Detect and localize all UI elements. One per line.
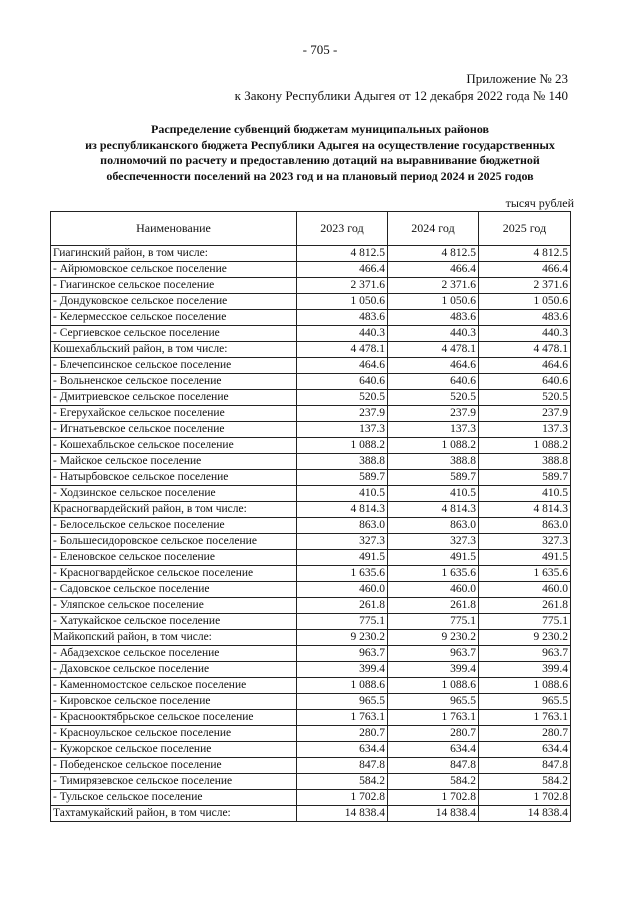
cell-name: - Гиагинское сельское поселение	[51, 278, 297, 294]
cell-2023: 4 478.1	[297, 342, 388, 358]
table-row	[51, 614, 571, 630]
cell-name: - Егерухайское сельское поселение	[51, 406, 297, 422]
cell-2024: 1 088.6	[388, 678, 479, 694]
cell-2025: 520.5	[479, 390, 571, 406]
table-row	[51, 694, 571, 710]
cell-2024: 4 478.1	[388, 342, 479, 358]
cell-2024: 863.0	[388, 518, 479, 534]
cell-2023: 460.0	[297, 582, 388, 598]
table-row	[51, 390, 571, 406]
header-name: Наименование	[51, 212, 297, 246]
cell-2024: 460.0	[388, 582, 479, 598]
cell-name: - Большесидоровское сельское поселение	[51, 534, 297, 550]
cell-name: - Еленовское сельское поселение	[51, 550, 297, 566]
cell-2023: 261.8	[297, 598, 388, 614]
cell-name: - Айрюмовское сельское поселение	[51, 262, 297, 278]
cell-2025: 2 371.6	[479, 278, 571, 294]
title-line: полномочий по расчету и предоставлению дотаций на выравнивание бюджетной	[100, 153, 540, 167]
cell-2024: 410.5	[388, 486, 479, 502]
cell-2025: 1 702.8	[479, 790, 571, 806]
table-row	[51, 342, 571, 358]
table-row	[51, 806, 571, 822]
cell-2025: 775.1	[479, 614, 571, 630]
cell-2024: 847.8	[388, 758, 479, 774]
cell-2025: 640.6	[479, 374, 571, 390]
table-row	[51, 550, 571, 566]
cell-name: - Победенское сельское поселение	[51, 758, 297, 774]
cell-2024: 775.1	[388, 614, 479, 630]
cell-2025: 965.5	[479, 694, 571, 710]
table-row	[51, 582, 571, 598]
cell-name: - Каменномостское сельское поселение	[51, 678, 297, 694]
cell-name: - Красноульское сельское поселение	[51, 726, 297, 742]
cell-2023: 1 088.2	[297, 438, 388, 454]
cell-2024: 440.3	[388, 326, 479, 342]
cell-2024: 9 230.2	[388, 630, 479, 646]
cell-2025: 483.6	[479, 310, 571, 326]
cell-2024: 589.7	[388, 470, 479, 486]
cell-name: - Краснооктябрьское сельское поселение	[51, 710, 297, 726]
cell-2025: 634.4	[479, 742, 571, 758]
cell-name: - Уляпское сельское поселение	[51, 598, 297, 614]
title-line: из республиканского бюджета Республики Адыгея на осуществление государственных	[85, 137, 555, 152]
table-row	[51, 726, 571, 742]
document-title	[60, 122, 580, 184]
table-row	[51, 406, 571, 422]
cell-name: Тахтамукайский район, в том числе:	[51, 806, 297, 822]
table-row	[51, 742, 571, 758]
cell-2023: 1 763.1	[297, 710, 388, 726]
cell-2025: 399.4	[479, 662, 571, 678]
cell-2024: 965.5	[388, 694, 479, 710]
cell-2023: 280.7	[297, 726, 388, 742]
cell-name: - Игнатьевское сельское поселение	[51, 422, 297, 438]
table-body	[51, 246, 571, 822]
cell-2025: 1 763.1	[479, 710, 571, 726]
cell-2023: 483.6	[297, 310, 388, 326]
cell-name: Красногвардейский район, в том числе:	[51, 502, 297, 518]
cell-2024: 963.7	[388, 646, 479, 662]
table-row	[51, 630, 571, 646]
table-row	[51, 598, 571, 614]
appendix-number: Приложение № 23	[466, 71, 568, 86]
cell-2023: 634.4	[297, 742, 388, 758]
table-row	[51, 502, 571, 518]
cell-2023: 2 371.6	[297, 278, 388, 294]
cell-name: - Ходзинское сельское поселение	[51, 486, 297, 502]
cell-2025: 589.7	[479, 470, 571, 486]
table-row	[51, 358, 571, 374]
table-row	[51, 774, 571, 790]
cell-name: - Абадзехское сельское поселение	[51, 646, 297, 662]
table-row	[51, 758, 571, 774]
cell-2023: 520.5	[297, 390, 388, 406]
table-header-row	[51, 212, 571, 246]
cell-2023: 14 838.4	[297, 806, 388, 822]
cell-2025: 863.0	[479, 518, 571, 534]
appendix-law-reference: к Закону Республики Адыгея от 12 декабря 2022 года № 140	[234, 88, 568, 103]
cell-2023: 440.3	[297, 326, 388, 342]
cell-2024: 520.5	[388, 390, 479, 406]
table-row	[51, 566, 571, 582]
cell-name: - Кужорское сельское поселение	[51, 742, 297, 758]
cell-2024: 4 812.5	[388, 246, 479, 262]
table-row	[51, 422, 571, 438]
header-2025: 2025 год	[479, 212, 571, 246]
cell-name: Кошехабльский район, в том числе:	[51, 342, 297, 358]
cell-2023: 388.8	[297, 454, 388, 470]
cell-2025: 280.7	[479, 726, 571, 742]
cell-name: - Блечепсинское сельское поселение	[51, 358, 297, 374]
cell-2024: 2 371.6	[388, 278, 479, 294]
table-row	[51, 470, 571, 486]
cell-2024: 399.4	[388, 662, 479, 678]
table-row	[51, 646, 571, 662]
table-row	[51, 438, 571, 454]
subsidies-table	[50, 211, 571, 822]
cell-name: - Тимирязевское сельское поселение	[51, 774, 297, 790]
cell-2025: 460.0	[479, 582, 571, 598]
cell-2025: 327.3	[479, 534, 571, 550]
cell-2023: 775.1	[297, 614, 388, 630]
cell-2024: 483.6	[388, 310, 479, 326]
cell-2025: 1 088.6	[479, 678, 571, 694]
cell-2025: 4 814.3	[479, 502, 571, 518]
cell-2023: 137.3	[297, 422, 388, 438]
table-row	[51, 678, 571, 694]
cell-2025: 464.6	[479, 358, 571, 374]
cell-2025: 4 812.5	[479, 246, 571, 262]
cell-2024: 491.5	[388, 550, 479, 566]
cell-2025: 261.8	[479, 598, 571, 614]
cell-2023: 847.8	[297, 758, 388, 774]
cell-2023: 464.6	[297, 358, 388, 374]
table-row	[51, 518, 571, 534]
cell-2025: 388.8	[479, 454, 571, 470]
cell-2025: 137.3	[479, 422, 571, 438]
cell-name: Гиагинский район, в том числе:	[51, 246, 297, 262]
cell-name: - Хатукайское сельское поселение	[51, 614, 297, 630]
header-2024: 2024 год	[388, 212, 479, 246]
table-row	[51, 534, 571, 550]
cell-2025: 14 838.4	[479, 806, 571, 822]
cell-2024: 1 702.8	[388, 790, 479, 806]
table-header	[51, 212, 571, 246]
table-row	[51, 262, 571, 278]
cell-2024: 1 050.6	[388, 294, 479, 310]
cell-2025: 440.3	[479, 326, 571, 342]
cell-2023: 863.0	[297, 518, 388, 534]
cell-2023: 399.4	[297, 662, 388, 678]
cell-2024: 261.8	[388, 598, 479, 614]
cell-2024: 280.7	[388, 726, 479, 742]
cell-2025: 963.7	[479, 646, 571, 662]
cell-name: - Белосельское сельское поселение	[51, 518, 297, 534]
cell-name: - Дондуковское сельское поселение	[51, 294, 297, 310]
page-number: - 705 -	[302, 42, 338, 57]
cell-name: - Тульское сельское поселение	[51, 790, 297, 806]
cell-2023: 237.9	[297, 406, 388, 422]
table-row	[51, 374, 571, 390]
cell-2023: 491.5	[297, 550, 388, 566]
cell-2024: 4 814.3	[388, 502, 479, 518]
cell-2024: 640.6	[388, 374, 479, 390]
table-row	[51, 278, 571, 294]
cell-2025: 584.2	[479, 774, 571, 790]
cell-2024: 464.6	[388, 358, 479, 374]
cell-2024: 14 838.4	[388, 806, 479, 822]
cell-2025: 410.5	[479, 486, 571, 502]
cell-name: - Сергиевское сельское поселение	[51, 326, 297, 342]
cell-2023: 1 702.8	[297, 790, 388, 806]
table-row	[51, 246, 571, 262]
cell-name: - Кировское сельское поселение	[51, 694, 297, 710]
cell-2025: 491.5	[479, 550, 571, 566]
cell-2023: 410.5	[297, 486, 388, 502]
header-2023: 2023 год	[297, 212, 388, 246]
cell-2023: 963.7	[297, 646, 388, 662]
cell-2025: 1 635.6	[479, 566, 571, 582]
cell-name: - Кошехабльское сельское поселение	[51, 438, 297, 454]
cell-2024: 634.4	[388, 742, 479, 758]
cell-2025: 237.9	[479, 406, 571, 422]
cell-2024: 1 088.2	[388, 438, 479, 454]
cell-2024: 466.4	[388, 262, 479, 278]
cell-2025: 1 088.2	[479, 438, 571, 454]
cell-2023: 9 230.2	[297, 630, 388, 646]
cell-name: - Дмитриевское сельское поселение	[51, 390, 297, 406]
title-line: обеспеченности поселений на 2023 год и на плановый период 2024 и 2025 годов	[106, 168, 534, 183]
units-label: тысяч рублей	[505, 196, 574, 210]
cell-name: - Садовское сельское поселение	[51, 582, 297, 598]
cell-2024: 327.3	[388, 534, 479, 550]
table-row	[51, 294, 571, 310]
table-row	[51, 662, 571, 678]
cell-2025: 847.8	[479, 758, 571, 774]
cell-2025: 1 050.6	[479, 294, 571, 310]
cell-2023: 640.6	[297, 374, 388, 390]
cell-2023: 327.3	[297, 534, 388, 550]
cell-2024: 237.9	[388, 406, 479, 422]
table-row	[51, 486, 571, 502]
cell-name: Майкопский район, в том числе:	[51, 630, 297, 646]
table-row	[51, 310, 571, 326]
cell-2025: 4 478.1	[479, 342, 571, 358]
cell-2024: 584.2	[388, 774, 479, 790]
cell-name: - Келермесское сельское поселение	[51, 310, 297, 326]
cell-2025: 9 230.2	[479, 630, 571, 646]
cell-name: - Вольненское сельское поселение	[51, 374, 297, 390]
cell-name: - Натырбовское сельское поселение	[51, 470, 297, 486]
cell-name: - Майское сельское поселение	[51, 454, 297, 470]
cell-2025: 466.4	[479, 262, 571, 278]
table-row	[51, 710, 571, 726]
table-row	[51, 454, 571, 470]
title-line: Распределение субвенций бюджетам муниципальных районов	[150, 122, 490, 136]
appendix-reference	[235, 70, 568, 104]
cell-2024: 1 763.1	[388, 710, 479, 726]
cell-2023: 466.4	[297, 262, 388, 278]
cell-name: - Красногвардейское сельское поселение	[51, 566, 297, 582]
cell-2023: 1 050.6	[297, 294, 388, 310]
cell-2024: 137.3	[388, 422, 479, 438]
cell-2023: 584.2	[297, 774, 388, 790]
cell-2023: 589.7	[297, 470, 388, 486]
cell-2023: 965.5	[297, 694, 388, 710]
cell-2023: 4 812.5	[297, 246, 388, 262]
cell-2023: 1 088.6	[297, 678, 388, 694]
cell-2024: 1 635.6	[388, 566, 479, 582]
cell-2024: 388.8	[388, 454, 479, 470]
table-row	[51, 326, 571, 342]
table-row	[51, 790, 571, 806]
cell-name: - Даховское сельское поселение	[51, 662, 297, 678]
cell-2023: 4 814.3	[297, 502, 388, 518]
cell-2023: 1 635.6	[297, 566, 388, 582]
